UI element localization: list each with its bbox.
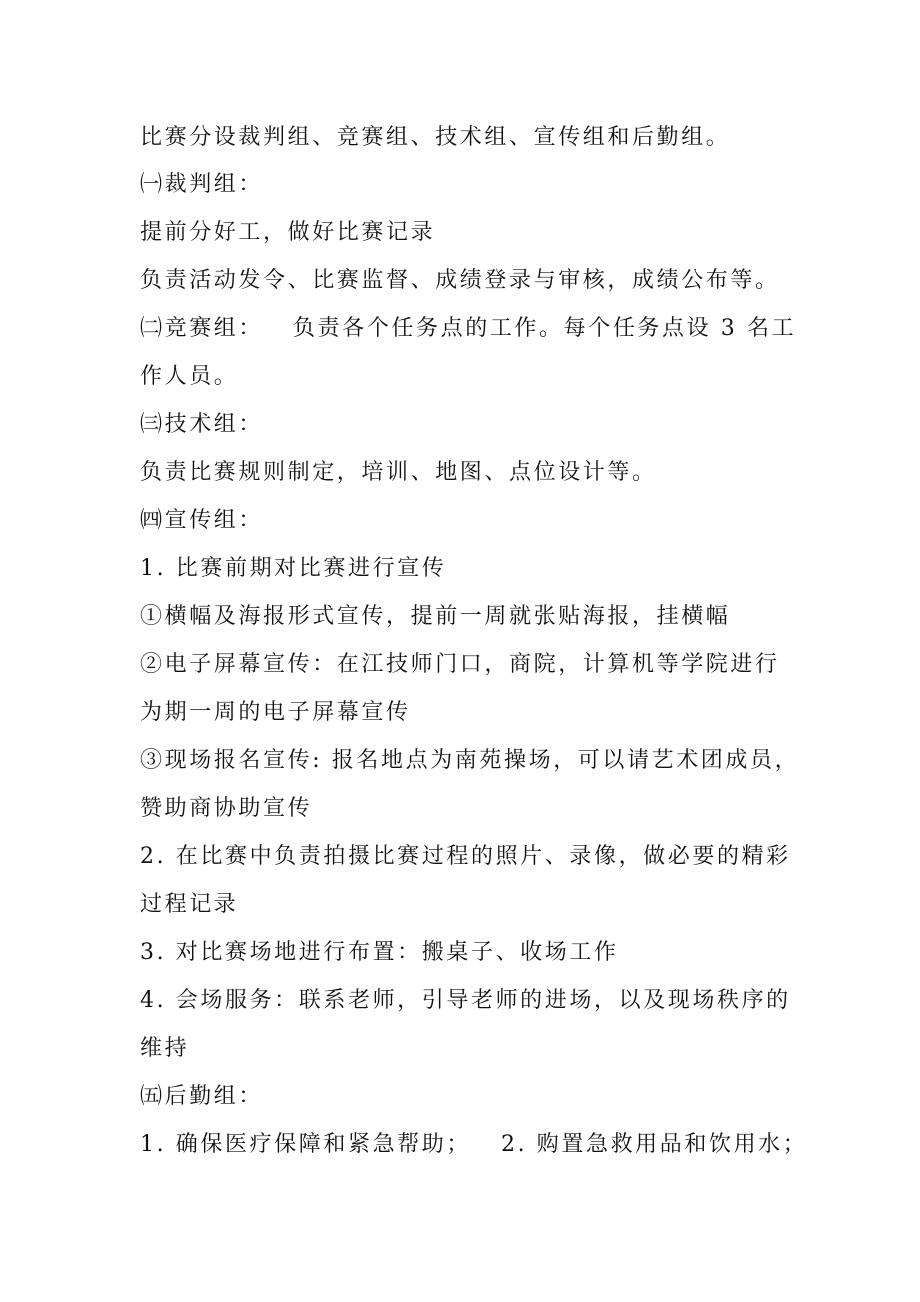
section-tech-heading: ㈢技术组：	[140, 412, 264, 437]
publicity-subitem-3: ③现场报名宣传: 报名地点为南苑操场，可以请艺术团成员，	[140, 748, 800, 773]
referee-line-2: 负责活动发令、比赛监督、成绩登录与审核，成绩公布等。	[140, 268, 780, 293]
publicity-subitem-2: ②电子屏幕宣传：在江技师门口，商院，计算机等学院进行	[140, 652, 780, 677]
logistics-item-1: 1. 确保医疗保障和紧急帮助；	[140, 1132, 471, 1157]
publicity-item-4: 4. 会场服务：联系老师，引导老师的进场，以及现场秩序的	[140, 988, 791, 1013]
publicity-subitem-1: ①横幅及海报形式宣传，提前一周就张贴海报，挂横幅	[140, 604, 731, 629]
publicity-item-2: 2. 在比赛中负责拍摄比赛过程的照片、录像，做必要的精彩	[140, 844, 791, 869]
logistics-row	[140, 1130, 807, 1160]
section-publicity-heading: ㈣宣传组：	[140, 508, 264, 533]
section-competition-row	[140, 314, 796, 344]
logistics-item-2: 2. 购置急救用品和饮用水；	[500, 1132, 808, 1157]
publicity-subitem-2-cont: 为期一周的电子屏幕宣传	[140, 700, 411, 725]
referee-line-1: 提前分好工，做好比赛记录	[140, 220, 436, 245]
publicity-item-1: 1. 比赛前期对比赛进行宣传	[140, 556, 447, 581]
publicity-item-3: 3. 对比赛场地进行布置：搬桌子、收场工作	[140, 940, 619, 965]
competition-line-2: 作人员。	[140, 364, 239, 389]
tech-line-1: 负责比赛规则制定，培训、地图、点位设计等。	[140, 460, 657, 485]
section-competition-heading: ㈡竞赛组：	[140, 316, 264, 341]
intro-line: 比赛分设裁判组、竞赛组、技术组、宣传组和后勤组。	[140, 125, 731, 150]
publicity-item-4-cont: 维持	[140, 1036, 190, 1061]
publicity-subitem-3-cont: 赞助商协助宣传	[140, 796, 313, 821]
competition-line-1: 负责各个任务点的工作。每个任务点设 3 名工	[293, 316, 797, 341]
section-logistics-heading: ㈤后勤组：	[140, 1084, 264, 1109]
publicity-item-2-cont: 过程记录	[140, 892, 239, 917]
section-referee-heading: ㈠裁判组：	[140, 172, 264, 197]
